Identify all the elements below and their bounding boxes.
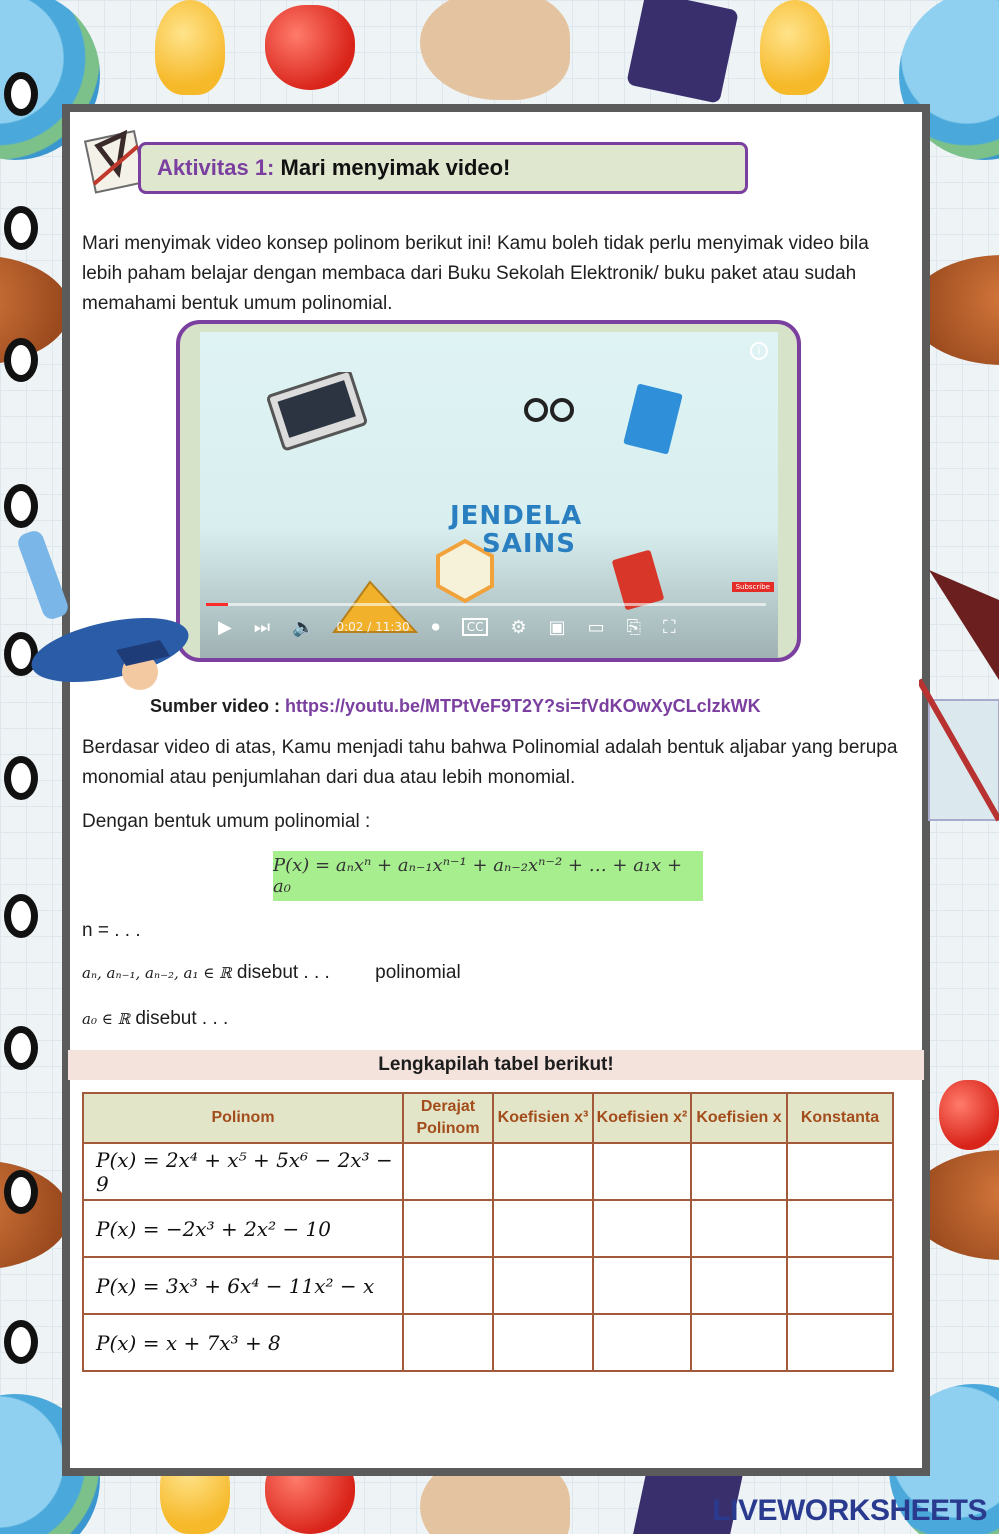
answer-cell-coef-x3[interactable] (493, 1143, 593, 1200)
answer-cell-degree[interactable] (403, 1257, 493, 1314)
answer-cell-coef-x2[interactable] (593, 1257, 691, 1314)
header-polinom: Polinom (83, 1093, 403, 1143)
answer-cell-coef-x[interactable] (691, 1143, 787, 1200)
binder-ring (4, 338, 38, 382)
header-constant: Konstanta (787, 1093, 893, 1143)
table-title: Lengkapilah tabel berikut! (68, 1050, 924, 1080)
answer-cell-coef-x[interactable] (691, 1314, 787, 1371)
polynomial-cell: P(x) = 3x³ + 6x⁴ − 11x² − x (83, 1257, 403, 1314)
channel-logo-line1: JENDELA (450, 501, 583, 531)
coefficient-math: aₙ, aₙ₋₁, aₙ₋₂, a₁ ∈ ℝ (82, 964, 232, 982)
table-header-row (83, 1093, 893, 1143)
header-degree: Derajat Polinom (403, 1093, 493, 1143)
binder-ring (4, 1170, 38, 1214)
answer-cell-coef-x3[interactable] (493, 1314, 593, 1371)
binder-ring (4, 894, 38, 938)
table-row (83, 1314, 893, 1371)
answer-cell-coef-x2[interactable] (593, 1143, 691, 1200)
miniplayer-icon[interactable]: ▣ (548, 616, 566, 638)
constant-math: a₀ ∈ ℝ (82, 1010, 131, 1028)
apple-illustration (939, 1080, 999, 1150)
answer-cell-constant[interactable] (787, 1143, 893, 1200)
table-row (83, 1200, 893, 1257)
video-time: 0:02 / 11:30 (336, 620, 410, 634)
coefficient-text[interactable]: disebut . . . (236, 962, 330, 983)
lightbulb-illustration (155, 0, 225, 95)
polynomial-cell: P(x) = 2x⁴ + x⁵ + 5x⁶ − 2x³ − 9 (83, 1143, 403, 1200)
polynomial-cell: P(x) = x + 7x³ + 8 (83, 1314, 403, 1371)
binder-ring (4, 1026, 38, 1070)
notebook-icon (620, 382, 690, 462)
binder-ring (4, 72, 38, 116)
activity-title: Mari menyimak video! (280, 155, 511, 180)
answer-cell-coef-x2[interactable] (593, 1200, 691, 1257)
coefficient-line (82, 962, 461, 984)
lightbulb-illustration (760, 0, 830, 95)
answer-cell-degree[interactable] (403, 1143, 493, 1200)
play-icon[interactable]: ▶ (218, 616, 232, 638)
source-label: Sumber video : (150, 696, 281, 716)
constant-line (82, 1008, 228, 1030)
subscribe-badge[interactable]: Subscribe (732, 582, 774, 592)
answer-cell-coef-x2[interactable] (593, 1314, 691, 1371)
answer-cell-coef-x3[interactable] (493, 1257, 593, 1314)
answer-cell-constant[interactable] (787, 1314, 893, 1371)
liveworksheets-logo[interactable]: LIVEWORKSHEETS (712, 1494, 987, 1527)
activity-label: Aktivitas 1: (157, 155, 275, 180)
next-icon[interactable]: ⏭ (253, 616, 271, 638)
answer-cell-constant[interactable] (787, 1257, 893, 1314)
answer-cell-constant[interactable] (787, 1200, 893, 1257)
activity-header (138, 142, 748, 194)
polynomial-table (82, 1092, 894, 1372)
header-coef-x3: Koefisien x³ (493, 1093, 593, 1143)
table-row (83, 1257, 893, 1314)
answer-cell-coef-x[interactable] (691, 1200, 787, 1257)
polynomial-cell: P(x) = −2x³ + 2x² − 10 (83, 1200, 403, 1257)
intro-paragraph: Mari menyimak video konsep polinom berikut ini! Kamu boleh tidak perlu menyimak video bila lebih paham belajar dengan membaca dari Buku Sekolah Elektronik/ buku paket atau sudah memahami bentuk umum polinomial. (82, 233, 869, 314)
video-source (150, 696, 761, 717)
general-form-label: Dengan bentuk umum polinomial : (82, 811, 371, 832)
coefficient-suffix: polinomial (375, 962, 461, 983)
answer-cell-coef-x[interactable] (691, 1257, 787, 1314)
binder-ring (4, 1320, 38, 1364)
settings-gear-icon[interactable]: ⚙ (510, 616, 527, 638)
header-coef-x2: Koefisien x² (593, 1093, 691, 1143)
constant-text[interactable]: disebut . . . (135, 1008, 229, 1029)
source-url-link[interactable]: https://youtu.be/MTPtVeF9T2Y?si=fVdKOwXyCLclzkWK (285, 696, 761, 716)
apple-illustration (265, 5, 355, 90)
answer-cell-degree[interactable] (403, 1200, 493, 1257)
calculator-illustration (626, 0, 739, 104)
captions-icon[interactable]: CC (462, 618, 489, 636)
ruler-triangle-illustration (919, 560, 999, 860)
video-player[interactable] (176, 320, 801, 662)
fullscreen-icon[interactable]: ⛶ (663, 616, 676, 638)
general-form-formula: P(x) = aₙxⁿ + aₙ₋₁xⁿ⁻¹ + aₙ₋₂xⁿ⁻² + … + a₁x + a₀ (273, 851, 703, 901)
volume-icon[interactable]: 🔈 (292, 616, 315, 638)
table-row (83, 1143, 893, 1200)
binder-ring (4, 206, 38, 250)
answer-cell-coef-x3[interactable] (493, 1200, 593, 1257)
autoplay-toggle-icon[interactable]: ⏺ (431, 617, 440, 636)
header-coef-x: Koefisien x (691, 1093, 787, 1143)
info-icon[interactable]: i (750, 342, 768, 360)
explanation-paragraph: Berdasar video di atas, Kamu menjadi tahu bahwa Polinomial adalah bentuk aljabar yang berupa monomial atau penjumlahan dari dua atau lebih monomial. (82, 737, 898, 788)
binder-ring (4, 756, 38, 800)
glasses-icon (520, 388, 580, 428)
channel-logo-line2: SAINS (482, 529, 577, 559)
theater-mode-icon[interactable]: ▭ (587, 616, 605, 638)
cast-icon[interactable]: ⎘ (626, 616, 642, 638)
paint-palette-illustration (420, 0, 570, 100)
answer-cell-degree[interactable] (403, 1314, 493, 1371)
n-line[interactable]: n = . . . (82, 920, 141, 941)
channel-logo (450, 502, 582, 558)
laptop-icon (260, 372, 380, 472)
video-controls (200, 604, 778, 650)
